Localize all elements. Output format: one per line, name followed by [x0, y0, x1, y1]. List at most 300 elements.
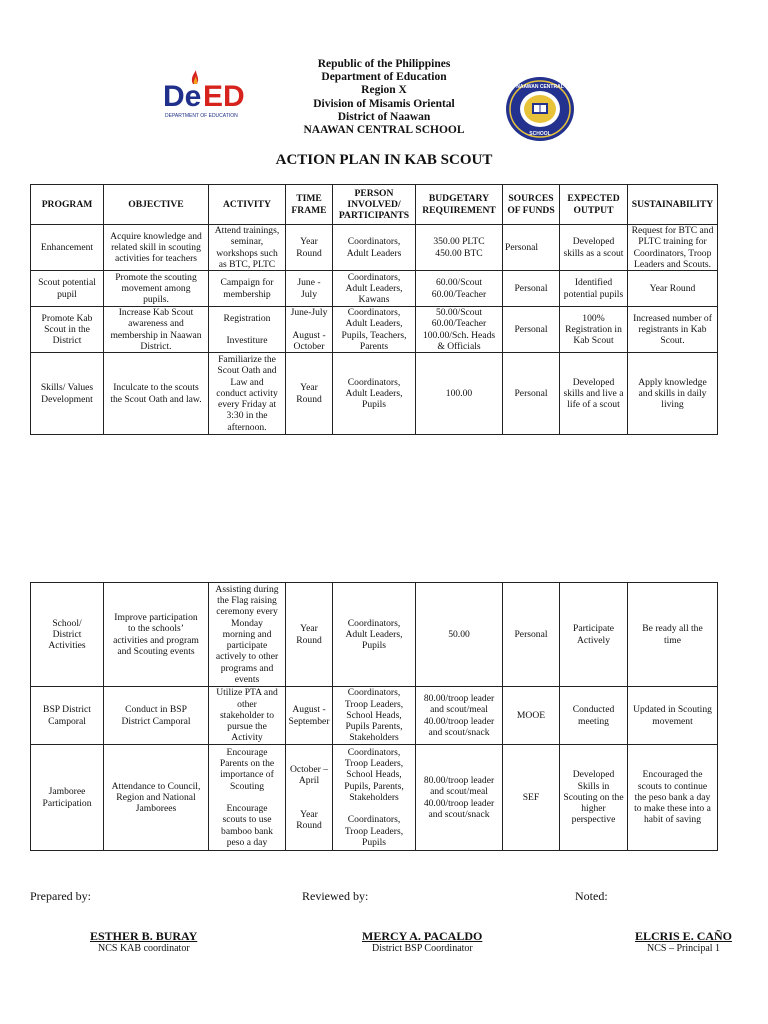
cell-line [211, 324, 283, 335]
cell-program [31, 687, 104, 745]
cell-line: EXPECTED [567, 193, 620, 205]
cell-line: Campaign for [220, 277, 274, 289]
cell-line: Jamboree [48, 786, 86, 798]
cell-line: Personal [514, 282, 548, 294]
cell-line: Conduct in BSP [125, 704, 187, 716]
cell-line: workshops such [216, 247, 278, 259]
cell-line: Monday [231, 617, 263, 629]
cell-line: Skills/ Values [40, 382, 94, 394]
cell-line: Leaders and Scouts. [634, 258, 711, 270]
cell-line: seminar, [230, 236, 264, 248]
cell-line: Developed [572, 376, 615, 388]
cell-line: the peso bank a day [634, 791, 711, 803]
column-header-activity [209, 185, 286, 225]
cell-line: Conducted [572, 704, 615, 716]
cell-expected-output [560, 583, 628, 687]
cell-line: meeting [578, 715, 609, 727]
cell-line: potential pupils [563, 288, 624, 300]
cell-line: Investiture [226, 335, 268, 347]
cell-line: Attend trainings, [214, 225, 280, 237]
cell-line: Scout. [660, 335, 685, 347]
header-line: Republic of the Philippines [317, 58, 451, 70]
cell-line: Inculcate to the scouts [113, 382, 199, 394]
cell-line: activities and program [113, 634, 199, 646]
cell-line: 100.00/Sch. Heads [422, 329, 496, 341]
document-title: ACTION PLAN IN KAB SCOUT [275, 152, 493, 168]
table-row [31, 225, 718, 271]
cell-line: Coordinators, [347, 236, 401, 248]
cell-line: PROGRAM [41, 198, 93, 210]
cell-line: Year [300, 623, 318, 635]
cell-line: April [298, 775, 320, 787]
cell-sustainability [628, 583, 718, 687]
cell-line: BUDGETARY [428, 193, 490, 205]
table-row [31, 353, 718, 435]
cell-funds [503, 307, 560, 353]
cell-line: Increased number of [633, 312, 712, 324]
cell-expected-output [560, 271, 628, 307]
cell-activity [209, 583, 286, 687]
column-header-funds [503, 185, 560, 225]
cell-participants [333, 687, 416, 745]
cell-line: Parents on the [219, 758, 275, 770]
cell-line: Troop Leaders, [344, 698, 404, 710]
cell-line: Coordinators, [347, 617, 401, 629]
cell-line: School/ [52, 617, 82, 629]
column-header-expected-output [560, 185, 628, 225]
cell-line: Camporal [48, 715, 86, 727]
cell-line: BSP District [43, 704, 91, 716]
cell-line: Increase Kab Scout [118, 307, 194, 319]
cell-line: Familiarize the [218, 354, 276, 366]
cell-line: Encouraged the [642, 769, 703, 781]
cell-line: skills as a scout [563, 247, 624, 259]
cell-budget [416, 687, 503, 745]
column-header-sustainability [628, 185, 718, 225]
cell-line: FRAME [291, 204, 327, 216]
cell-line: 450.00 BTC [435, 247, 483, 259]
cell-activity [209, 225, 286, 271]
cell-line: Actively [576, 634, 611, 646]
cell-line: Adult Leaders, [345, 628, 403, 640]
cell-objective [104, 687, 209, 745]
cell-line [211, 792, 283, 803]
cell-line: 60.00/Teacher [431, 288, 487, 300]
cell-line: Activities [48, 640, 86, 652]
cell-line: related skill in scouting [111, 241, 201, 253]
column-header-objective [104, 185, 209, 225]
cell-line: Acquire knowledge and [110, 230, 202, 242]
cell-line: stakeholder to [219, 709, 275, 721]
cell-line: Adult Leaders, [345, 387, 403, 399]
cell-participants [333, 745, 416, 851]
svg-text:DEPARTMENT OF EDUCATION: DEPARTMENT OF EDUCATION [165, 113, 238, 119]
cell-line: awareness and [128, 318, 184, 330]
cell-line: Enhancement [40, 241, 94, 253]
cell-participants [333, 307, 416, 353]
cell-line: 40.00/troop leader [423, 715, 495, 727]
cell-line: movement [652, 715, 693, 727]
cell-line: ACTIVITY [223, 198, 271, 210]
cell-line: Kab Scout [573, 335, 614, 347]
cell-line: Year [300, 808, 318, 820]
cell-line: Kawans [358, 294, 390, 306]
cell-line: Encourage [226, 803, 268, 815]
cell-line: pupils. [143, 294, 169, 306]
cell-funds [503, 271, 560, 307]
cell-line: Participate [572, 623, 615, 635]
cell-line: Request for BTC and [631, 225, 714, 237]
cell-participants [333, 225, 416, 271]
table-row [31, 271, 718, 307]
cell-time-frame [286, 353, 333, 435]
column-header-program [31, 185, 104, 225]
cell-line: conduct activity [216, 387, 278, 399]
cell-line: and scout/meal [430, 786, 488, 798]
cell-funds [503, 583, 560, 687]
cell-line: SUSTAINABILITY [631, 198, 714, 210]
cell-time-frame [286, 307, 333, 353]
cell-line: Developed [572, 236, 615, 248]
cell-program [31, 271, 104, 307]
cell-line: life of a scout [567, 399, 620, 411]
svg-text:ED: ED [203, 80, 245, 113]
table-row [31, 583, 718, 687]
cell-line: SEF [522, 791, 540, 803]
cell-budget [416, 745, 503, 851]
cell-line: Round [296, 393, 322, 405]
cell-line: Encourage [226, 747, 268, 759]
cell-line: Attendance to Council, [111, 780, 201, 792]
cell-objective [104, 307, 209, 353]
cell-line: activities for teachers [114, 253, 198, 265]
cell-line: Coordinators, Troop [633, 247, 712, 259]
cell-expected-output [560, 745, 628, 851]
cell-line: morning and [222, 628, 272, 640]
cell-line: Promote Kab [41, 312, 93, 324]
cell-line: every Friday at [217, 399, 277, 411]
svg-text:De: De [163, 80, 202, 113]
cell-line: scouts to use [222, 814, 272, 826]
cell-line: District [52, 628, 82, 640]
cell-line: District [52, 335, 82, 347]
cell-objective [104, 225, 209, 271]
cell-line: living [661, 399, 684, 411]
cell-line: Personal [514, 323, 548, 335]
cell-line: June - [297, 277, 321, 289]
cell-line: the Flag raising [217, 595, 277, 607]
cell-line: Coordinators, [347, 747, 401, 759]
cell-program [31, 583, 104, 687]
cell-program [31, 353, 104, 435]
cell-objective [104, 271, 209, 307]
prepared-by-role: NCS KAB coordinator [98, 943, 190, 954]
cell-line: Activity [231, 732, 263, 744]
cell-time-frame [286, 745, 333, 851]
cell-line: 100% [582, 312, 605, 324]
cell-program [31, 745, 104, 851]
cell-line: School Heads, [346, 769, 402, 781]
cell-funds [503, 353, 560, 435]
cell-line: 3:30 in the [226, 410, 268, 422]
noted-name: ELCRIS E. CAÑO [635, 929, 733, 943]
cell-program [31, 225, 104, 271]
table-row [31, 687, 718, 745]
cell-line: 80.00/troop leader [423, 693, 495, 705]
svg-text:SCHOOL: SCHOOL [529, 131, 551, 137]
cell-line: October [293, 340, 325, 352]
cell-line: District. [140, 340, 172, 352]
header-line: District of Naawan [337, 110, 431, 123]
cell-line: OBJECTIVE [128, 198, 184, 210]
cell-line: bamboo bank [221, 825, 273, 837]
cell-line: 80.00/troop leader [423, 775, 495, 787]
cell-activity [209, 271, 286, 307]
cell-time-frame [286, 271, 333, 307]
cell-line: higher [581, 803, 606, 815]
cell-line: other [237, 698, 257, 710]
cell-funds [503, 745, 560, 851]
cell-line: peso a day [226, 836, 268, 848]
noted-label: Noted: [575, 889, 608, 903]
cell-line: Updated in Scouting [633, 704, 712, 716]
cell-line: importance of [220, 769, 274, 781]
cell-line: to the schools’ [128, 623, 184, 635]
cell-activity [209, 307, 286, 353]
cell-line: Law and [230, 376, 264, 388]
cell-line: 60.00/Teacher [431, 318, 487, 330]
cell-funds [503, 225, 560, 271]
cell-line: PARTICIPANTS [338, 210, 410, 222]
cell-line: membership in Naawan [110, 329, 202, 341]
cell-participants [333, 353, 416, 435]
header-line: Region X [361, 84, 407, 97]
cell-line: Pupils Parents, [345, 721, 403, 733]
cell-sustainability [628, 687, 718, 745]
cell-line: and Scouting events [117, 645, 195, 657]
cell-line: Scout Oath and [217, 365, 277, 377]
cell-funds [503, 687, 560, 745]
cell-line: pursue the [227, 721, 267, 733]
cell-program [31, 307, 104, 353]
cell-line: July [301, 288, 317, 300]
cell-line: Skills in [577, 780, 610, 792]
cell-line: actively to other [215, 651, 279, 663]
cell-sustainability [628, 225, 718, 271]
reviewed-by-role: District BSP Coordinator [372, 943, 473, 954]
cell-line: Year [300, 382, 318, 394]
cell-budget [416, 307, 503, 353]
header-line: Division of Misamis Oriental [313, 97, 455, 110]
cell-line: Scout in the [44, 323, 90, 335]
cell-line: Parents [359, 340, 389, 352]
cell-line: INVOLVED/ [347, 198, 401, 210]
cell-line: Coordinators, [347, 271, 401, 283]
noted-role: NCS – Principal 1 [647, 943, 721, 954]
cell-budget [416, 353, 503, 435]
letterhead [0, 58, 768, 137]
cell-line: movement among [121, 282, 191, 294]
cell-line: Troop Leaders, [344, 758, 404, 770]
cell-line: Round [296, 634, 322, 646]
cell-line: Pupils, Parents, [344, 780, 404, 792]
cell-sustainability [628, 307, 718, 353]
cell-participants [333, 271, 416, 307]
cell-line: 40.00/troop leader [423, 797, 495, 809]
cell-line: Adult Leaders, [345, 318, 403, 330]
cell-line: Participation [42, 797, 92, 809]
cell-line: October – [289, 763, 329, 775]
cell-expected-output [560, 687, 628, 745]
cell-line: Scouting [229, 780, 265, 792]
cell-line: Coordinators, [347, 814, 401, 826]
cell-sustainability [628, 353, 718, 435]
cell-time-frame [286, 583, 333, 687]
cell-line: events [234, 673, 260, 685]
cell-time-frame [286, 225, 333, 271]
cell-line: 350.00 PLTC [433, 236, 485, 248]
cell-sustainability [628, 271, 718, 307]
cell-line: Round [296, 819, 322, 831]
cell-activity [209, 745, 286, 851]
cell-objective [104, 583, 209, 687]
cell-expected-output [560, 225, 628, 271]
cell-line: and scout/snack [428, 726, 490, 738]
cell-line: Personal [514, 387, 548, 399]
cell-line: Pupils, Teachers, [341, 329, 407, 341]
cell-line: and scout/meal [430, 704, 488, 716]
cell-line: August - [292, 329, 326, 341]
cell-line: scouts to continue [637, 780, 708, 792]
cell-line: Coordinators, [347, 307, 401, 319]
reviewed-by-label: Reviewed by: [302, 889, 369, 903]
cell-expected-output [560, 307, 628, 353]
cell-line: programs and [220, 662, 274, 674]
table-row [31, 307, 718, 353]
header-line: NAAWAN CENTRAL SCHOOL [303, 124, 465, 137]
cell-line: 50.00 [448, 628, 470, 640]
cell-line: ceremony every [216, 606, 278, 618]
cell-time-frame [286, 687, 333, 745]
cell-line: Promote the scouting [115, 271, 197, 283]
cell-line: skills and live a [563, 387, 624, 399]
cell-objective [104, 745, 209, 851]
cell-line: Region and National [116, 791, 196, 803]
cell-line: District Camporal [121, 715, 191, 727]
action-plan-table-2 [30, 582, 718, 851]
table-row [31, 745, 718, 851]
cell-line: Scout potential [38, 277, 96, 289]
cell-line: September [288, 715, 330, 727]
cell-line: Developed [572, 769, 615, 781]
cell-line: 50.00/Scout [435, 307, 483, 319]
cell-line: afternoon. [227, 421, 267, 433]
cell-line: Pupils [362, 399, 386, 411]
cell-line: Pupils [362, 836, 386, 848]
cell-line: Personal [505, 241, 539, 253]
cell-line: Identified [574, 277, 613, 289]
cell-line: PERSON [354, 187, 394, 199]
cell-line: August - [292, 704, 326, 716]
cell-line: participate [226, 640, 268, 652]
cell-activity [209, 353, 286, 435]
cell-line: Coordinators, [347, 687, 401, 699]
cell-line: TIME [296, 193, 322, 205]
cell-objective [104, 353, 209, 435]
cell-line: 100.00 [445, 387, 473, 399]
cell-line: Scouting on the [563, 791, 624, 803]
cell-line: membership [223, 288, 271, 300]
cell-budget [416, 225, 503, 271]
column-header-time-frame [286, 185, 333, 225]
cell-line: Coordinators, [347, 376, 401, 388]
cell-line: OUTPUT [573, 204, 614, 216]
cell-line: pupil [57, 288, 77, 300]
cell-participants [333, 583, 416, 687]
cell-line: perspective [571, 814, 616, 826]
cell-line [288, 318, 330, 329]
cell-line [288, 798, 330, 809]
cell-line: Troop Leaders, [344, 825, 404, 837]
cell-line: Year Round [649, 282, 696, 294]
cell-line: School Heads, [346, 709, 402, 721]
cell-line: Pupils [362, 640, 386, 652]
column-header-participants [333, 185, 416, 225]
cell-line: Stakeholders [349, 791, 399, 803]
cell-line: and skills in daily [638, 387, 707, 399]
cell-line: registrants in Kab [638, 323, 707, 335]
column-header-budget [416, 185, 503, 225]
cell-expected-output [560, 353, 628, 435]
prepared-by-name: ESTHER B. BURAY [90, 929, 198, 943]
action-plan-table-1 [30, 184, 718, 435]
cell-line: Utilize PTA and [216, 687, 278, 699]
cell-line: SOURCES [508, 193, 554, 205]
cell-line: to make these into a [634, 803, 711, 815]
cell-line [335, 803, 413, 814]
cell-line: Assisting during [215, 584, 279, 596]
cell-line [288, 786, 330, 797]
cell-line: Jamborees [135, 803, 177, 815]
cell-line: Development [41, 393, 93, 405]
svg-text:NAAWAN CENTRAL: NAAWAN CENTRAL [516, 84, 564, 90]
cell-activity [209, 687, 286, 745]
cell-budget [416, 271, 503, 307]
cell-line: OF FUNDS [507, 204, 555, 216]
cell-line: Year [300, 236, 318, 248]
cell-line: Apply knowledge [638, 376, 707, 388]
header-line: Department of Education [321, 71, 447, 84]
cell-line: and scout/snack [428, 808, 490, 820]
cell-line: REQUIREMENT [422, 204, 496, 216]
cell-line: Stakeholders [349, 732, 399, 744]
cell-line: Adult Leaders [346, 247, 402, 259]
cell-budget [416, 583, 503, 687]
cell-line: MOOE [516, 709, 546, 721]
reviewed-by-name: MERCY A. PACALDO [362, 929, 483, 943]
cell-line: 60.00/Scout [435, 277, 483, 289]
cell-line: Round [296, 247, 322, 259]
cell-line: the Scout Oath and law. [110, 393, 202, 405]
cell-line: Improve participation [114, 612, 198, 624]
cell-line: habit of saving [643, 814, 702, 826]
cell-line: Personal [514, 628, 548, 640]
cell-line: Adult Leaders, [345, 282, 403, 294]
cell-line: time [663, 634, 682, 646]
cell-line: June-July [290, 307, 328, 319]
cell-line: Registration in [565, 323, 622, 335]
prepared-by-label: Prepared by: [30, 889, 91, 903]
